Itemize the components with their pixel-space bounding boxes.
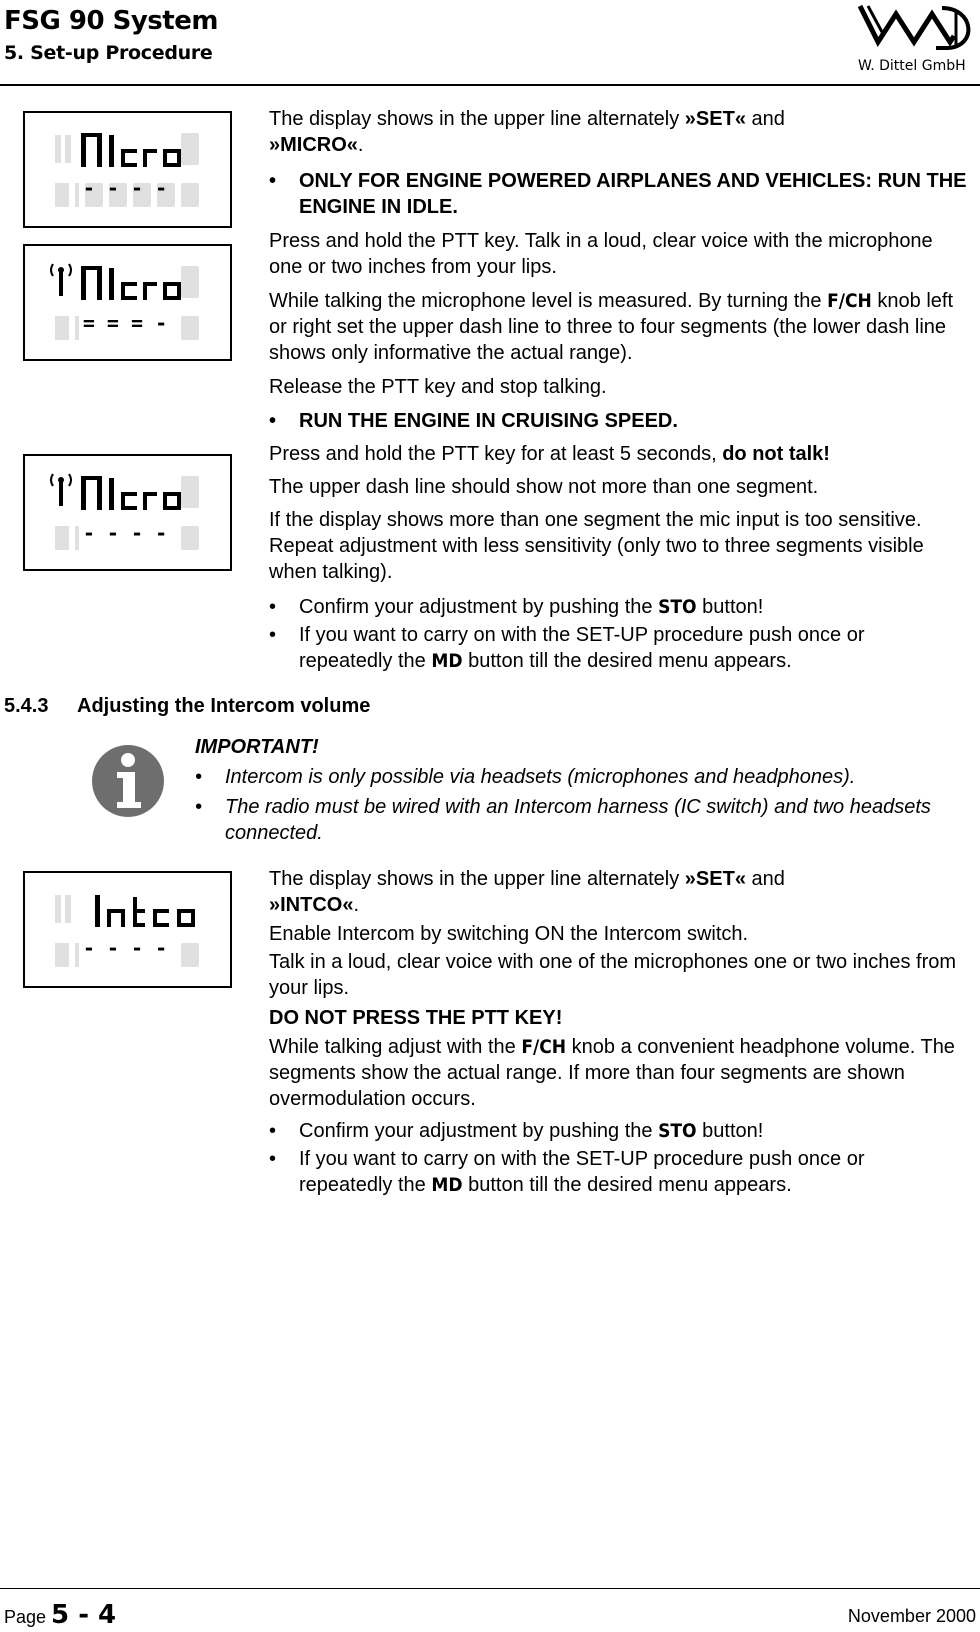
micro-step-sensitivity: If the display shows more than one segment the mic input is too sensitive. Repeat adjustment with less sensitivity (only two to three segments visible when talking). [269, 509, 924, 583]
set-label: »SET« [684, 868, 746, 890]
info-icon [91, 744, 165, 818]
intco-step-talk: Talk in a loud, clear voice with one of the microphones one or two inches from your lips. [269, 951, 957, 999]
key-sto: STO [658, 1120, 697, 1142]
text: The display shows in the upper line alternately [269, 108, 685, 130]
important-list [195, 764, 955, 846]
antenna-icon [51, 474, 71, 506]
micro-step-check: The upper dash line should show not more than one segment. [269, 476, 819, 498]
text: The display shows in the upper line alternately [269, 868, 685, 890]
antenna-icon [51, 264, 71, 296]
footer-rule [0, 1588, 980, 1589]
list-item: • Intercom is only possible via headsets (microphones and headphones). [195, 764, 955, 790]
warning-text: do not talk! [722, 443, 830, 465]
micro-step-hold [269, 441, 969, 467]
page-number [4, 1600, 116, 1630]
section-number: 5.4.3 [4, 695, 49, 717]
lcd-display-micro-1 [23, 111, 232, 228]
lcd-sub-text: = = = - [82, 311, 168, 335]
company-name: W. Dittel GmbH [858, 58, 966, 74]
text: knob a convenient headphone volume. The segments show the actual range. If more than four segments are shown overmodulation occurs. [269, 1036, 955, 1110]
lcd-display-micro-3 [23, 454, 232, 571]
lcd-segments [25, 113, 230, 226]
text: . [357, 134, 364, 156]
text: If you want to carry on with the SET-UP procedure push once or repeatedly the [299, 624, 865, 672]
important-title: IMPORTANT! [195, 736, 319, 758]
list-item [269, 594, 959, 620]
set-label: »SET« [684, 108, 746, 130]
intco-confirm-list [269, 1118, 959, 1198]
text: button! [696, 596, 764, 618]
key-md: MD [431, 1174, 463, 1196]
micro-step-ptt: Press and hold the PTT key. Talk in a loud, clear voice with the microphone one or two inches from your lips. [269, 230, 933, 278]
text: While talking adjust with the [269, 1036, 522, 1058]
engine-cruise-list [269, 408, 959, 434]
key-sto: STO [658, 596, 697, 618]
micro-step-measure [269, 288, 969, 366]
document-title: FSG 90 System [4, 6, 218, 36]
list-item: • RUN THE ENGINE IN CRUISING SPEED. [269, 408, 959, 434]
lcd-segments [25, 246, 230, 359]
list-item: • The radio must be wired with an Intercom harness (IC switch) and two headsets connected. [195, 794, 955, 846]
page-number-value: 5 - 4 [51, 1600, 117, 1630]
lcd-sub-text: - - - - [82, 176, 168, 200]
micro-step-release: Release the PTT key and stop talking. [269, 376, 607, 398]
lcd-display-micro-2 [23, 244, 232, 361]
lcd-segments [25, 873, 230, 986]
text: If you want to carry on with the SET-UP procedure push once or repeatedly the [299, 1148, 865, 1196]
text: button till the desired menu appears. [462, 650, 792, 672]
text: While talking the microphone level is measured. By turning the [269, 290, 828, 312]
text: and [745, 868, 785, 890]
list-item [269, 1146, 959, 1198]
header-rule [0, 84, 980, 86]
page-label: Page [4, 1607, 52, 1627]
text: Press and hold the PTT key for at least 5 seconds, [269, 443, 723, 465]
document-date: November 2000 [847, 1606, 976, 1626]
lcd-sub-text: - - - - [82, 936, 168, 960]
micro-label: »MICRO« [269, 134, 358, 156]
intco-warning: DO NOT PRESS THE PTT KEY! [269, 1007, 563, 1029]
list-item [269, 622, 959, 674]
text: and [745, 108, 785, 130]
key-fch: F/CH [521, 1036, 567, 1058]
lcd-segments [25, 456, 230, 569]
chapter-title: 5. Set-up Procedure [4, 42, 213, 64]
engine-idle-list [269, 168, 969, 220]
intco-label: »INTCO« [269, 894, 354, 916]
list-item: • ONLY FOR ENGINE POWERED AIRPLANES AND VEHICLES: RUN THE ENGINE IN IDLE. [269, 168, 969, 220]
text: button till the desired menu appears. [462, 1174, 792, 1196]
text: button! [696, 1120, 764, 1142]
text: . [353, 894, 360, 916]
micro-confirm-list [269, 594, 959, 674]
intco-intro [269, 866, 969, 918]
key-fch: F/CH [827, 290, 872, 312]
lcd-display-intco [23, 871, 232, 988]
micro-intro [269, 106, 969, 158]
intco-step-adjust [269, 1034, 959, 1112]
text: Confirm your adjustment by pushing the [299, 1120, 659, 1142]
text: knob left or right set the upper dash line to three to four segments (the lower dash line shows only informative the actual range). [269, 290, 954, 364]
text: Confirm your adjustment by pushing the [299, 596, 659, 618]
list-item [269, 1118, 959, 1144]
intco-step-enable: Enable Intercom by switching ON the Intercom switch. [269, 923, 749, 945]
lcd-sub-text: - - - - [82, 521, 168, 545]
section-title: Adjusting the Intercom volume [77, 695, 371, 717]
key-md: MD [431, 650, 463, 672]
